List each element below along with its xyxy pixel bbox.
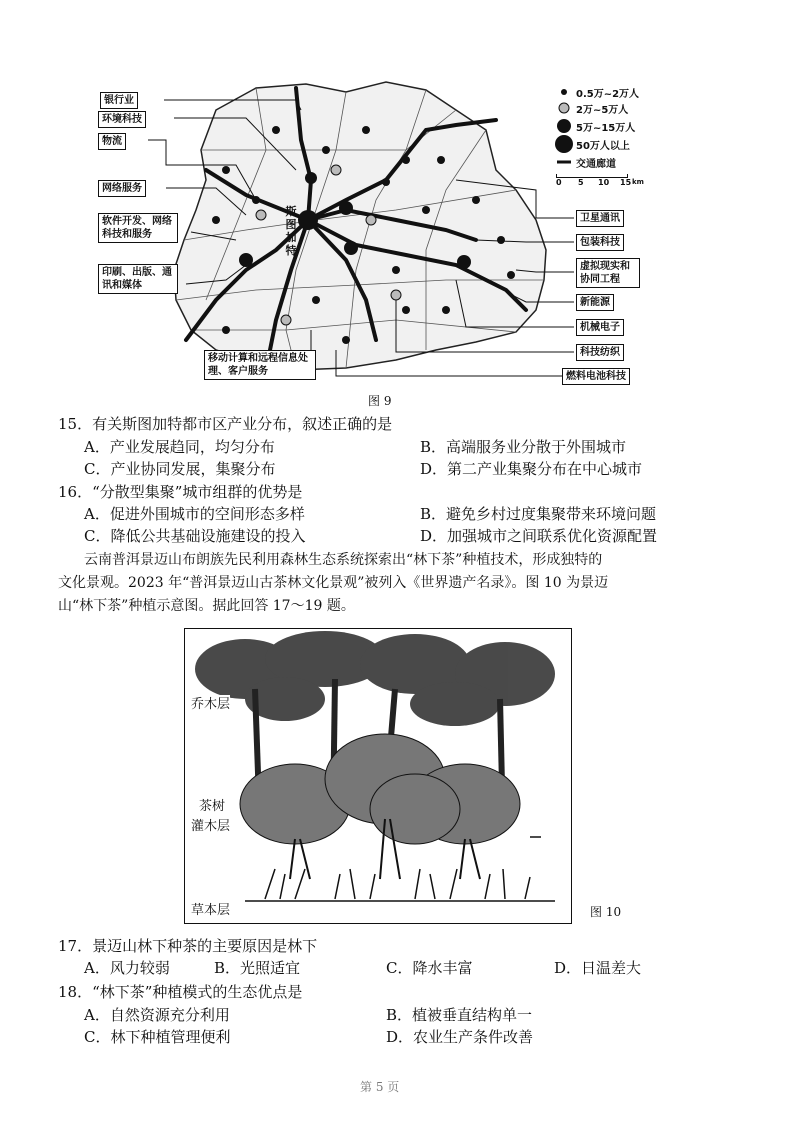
q17-option-a: A．风力较弱 xyxy=(84,959,170,977)
center-city-label xyxy=(284,205,298,257)
center-char-3: 加 xyxy=(285,231,297,244)
label-virtual-reality: 虚拟现实和协同工程 xyxy=(576,258,640,288)
legend-item-5: 交通廊道 xyxy=(576,159,616,170)
label-tea-tree: 茶树 xyxy=(199,799,226,814)
passage-line-3: 山“林下茶”种植示意图。据此回答 17～19 题。 xyxy=(58,598,355,614)
center-char-4: 特 xyxy=(285,244,297,257)
label-printing-publishing: 印刷、出版、通讯和媒体 xyxy=(98,264,178,294)
q16-option-c: C．降低公共基础设施建设的投入 xyxy=(84,527,306,545)
passage-line-1: 云南普洱景迈山布朗族先民利用森林生态系统探索出“林下茶”种植技术，形成独特的 xyxy=(84,552,603,568)
label-packaging-tech: 包装科技 xyxy=(576,234,624,251)
center-char-2: 图 xyxy=(285,218,297,231)
scale-tick-10: 10 xyxy=(598,178,610,187)
figure-10 xyxy=(184,628,572,924)
center-char-1: 斯 xyxy=(285,205,297,218)
label-fuel-cell-tech: 燃料电池科技 xyxy=(562,368,630,385)
tea-shrubs xyxy=(240,734,520,844)
q16-option-d: D．加强城市之间联系优化资源配置 xyxy=(420,527,658,545)
q18-option-d: D．农业生产条件改善 xyxy=(386,1028,534,1046)
scale-bar xyxy=(556,172,644,192)
legend-item-2: 2万~5万人 xyxy=(576,105,629,116)
legend-item-1: 0.5万~2万人 xyxy=(576,89,640,100)
scale-tick-15: 15 xyxy=(620,178,632,187)
label-mechatronics: 机械电子 xyxy=(576,319,624,336)
passage-line-2: 文化景观。2023 年“普洱景迈山古茶林文化景观”被列入《世界遗产名录》。图 10 为景迈 xyxy=(58,575,609,591)
q15-stem: 15．有关斯图加特都市区产业分布，叙述正确的是 xyxy=(58,415,393,433)
label-logistics: 物流 xyxy=(98,133,126,150)
label-tech-textiles: 科技纺织 xyxy=(576,344,624,361)
legend-item-4: 50万人以上 xyxy=(576,141,630,152)
figure-9-caption: 图 9 xyxy=(368,394,392,408)
scale-unit: km xyxy=(632,178,644,186)
q18-option-a: A．自然资源充分利用 xyxy=(84,1006,230,1024)
legend-item-3: 5万~15万人 xyxy=(576,123,636,134)
label-mobile-computing: 移动计算和远程信息处理、客户服务 xyxy=(204,350,316,380)
q17-stem: 17．景迈山林下种茶的主要原因是林下 xyxy=(58,937,318,955)
q16-option-a: A．促进外围城市的空间形态多样 xyxy=(84,505,305,523)
q18-option-c: C．林下种植管理便利 xyxy=(84,1028,231,1046)
label-software-dev: 软件开发、网络科技和服务 xyxy=(98,213,178,243)
q17-option-d: D．日温差大 xyxy=(554,959,642,977)
q15-option-c: C．产业协同发展，集聚分布 xyxy=(84,460,276,478)
label-herb-layer: 草本层 xyxy=(191,903,231,918)
q15-option-d: D．第二产业集聚分布在中心城市 xyxy=(420,460,643,478)
label-new-energy: 新能源 xyxy=(576,294,614,311)
figure-10-caption: 图 10 xyxy=(590,905,622,919)
legend-symbols xyxy=(554,84,574,174)
q15-option-b: B．高端服务业分散于外围城市 xyxy=(420,438,627,456)
label-shrub-layer: 灌木层 xyxy=(191,819,231,834)
label-banking: 银行业 xyxy=(100,92,138,109)
tea-forest-illustration xyxy=(185,629,571,923)
q16-stem: 16．“分散型集聚”城市组群的优势是 xyxy=(58,483,303,501)
map-legend xyxy=(554,84,654,194)
page-footer: 第 5 页 xyxy=(360,1080,400,1094)
q15-option-a: A．产业发展趋同，均匀分布 xyxy=(84,438,275,456)
label-tree-layer: 乔木层 xyxy=(191,697,231,712)
q17-option-b: B．光照适宜 xyxy=(214,959,301,977)
label-satellite-comm: 卫星通讯 xyxy=(576,210,624,227)
label-network-services: 网络服务 xyxy=(98,180,146,197)
scale-tick-0: 0 xyxy=(556,178,562,187)
q17-option-c: C．降水丰富 xyxy=(386,959,473,977)
q16-option-b: B．避免乡村过度集聚带来环境问题 xyxy=(420,505,657,523)
q18-stem: 18．“林下茶”种植模式的生态优点是 xyxy=(58,983,303,1001)
figure-9 xyxy=(96,70,656,390)
scale-tick-5: 5 xyxy=(578,178,584,187)
label-environmental-tech: 环境科技 xyxy=(98,111,146,128)
q18-option-b: B．植被垂直结构单一 xyxy=(386,1006,533,1024)
